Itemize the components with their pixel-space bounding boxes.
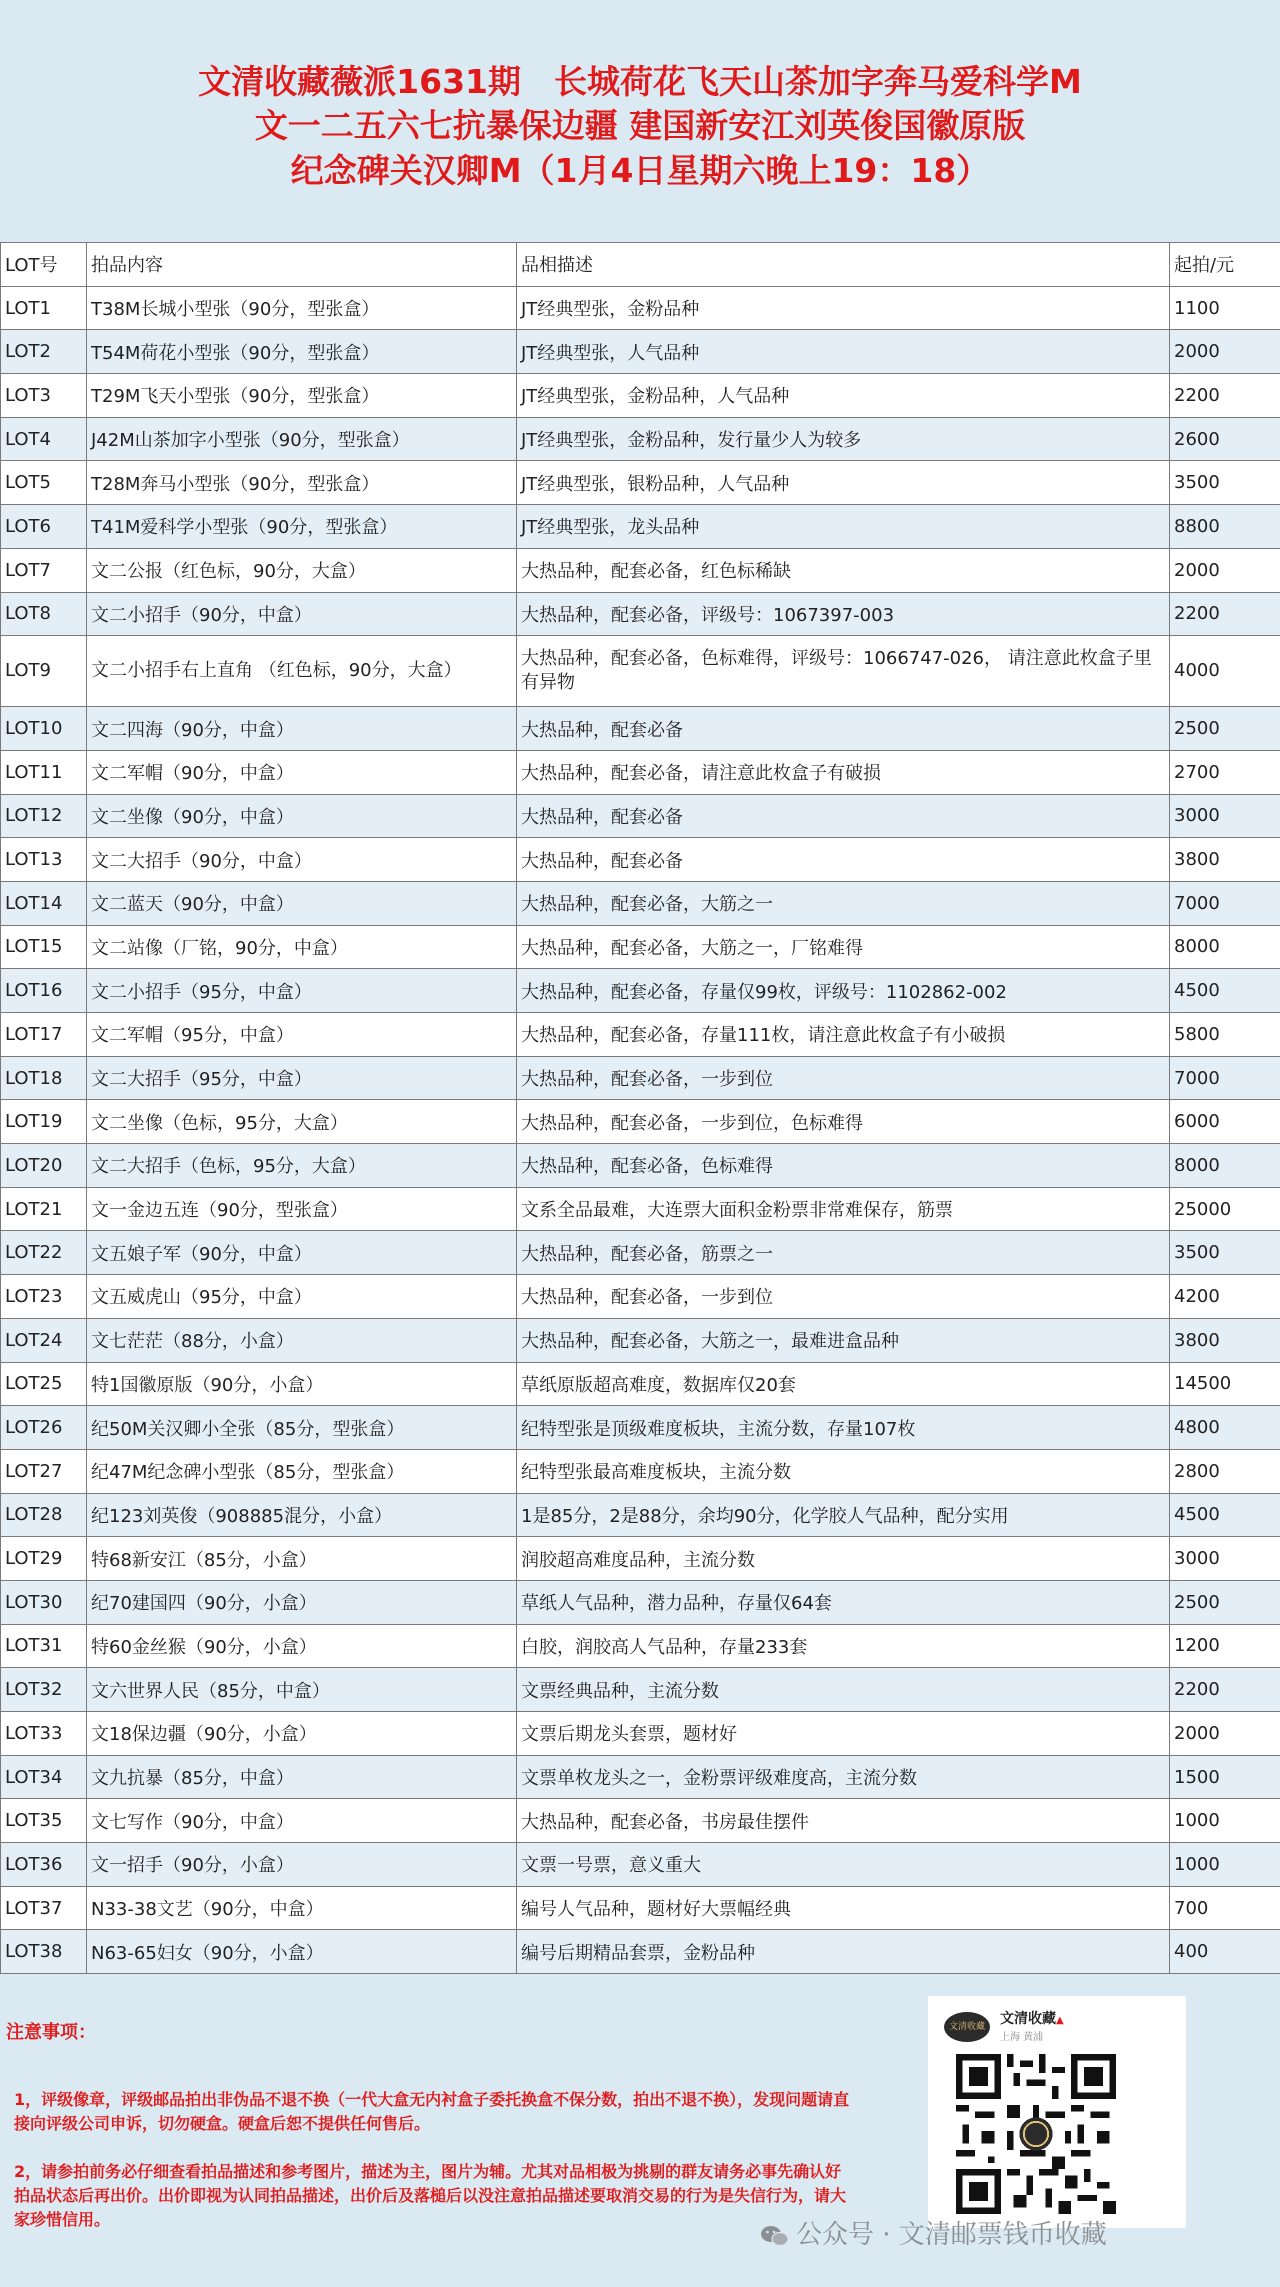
item-content-cell: 纪70建国四（90分，小盒） bbox=[87, 1580, 517, 1624]
start-price-cell: 4000 bbox=[1170, 636, 1280, 707]
table-header-row bbox=[1, 243, 1280, 287]
table-row bbox=[1, 1624, 1280, 1668]
table-row bbox=[1, 1013, 1280, 1057]
item-content-cell: 文二站像（厂铭，90分，中盒） bbox=[87, 925, 517, 969]
start-price-cell: 3500 bbox=[1170, 1231, 1280, 1275]
condition-desc-cell: 编号人气品种，题材好大票幅经典 bbox=[517, 1886, 1170, 1930]
lot-table-body bbox=[1, 286, 1280, 1973]
qr-card[interactable] bbox=[928, 1996, 1186, 2228]
notes-paragraph-2: 2，请参拍前务必仔细查看拍品描述和参考图片，描述为主，图片为辅。尤其对品相极为挑剔的群友请务必事先确认好拍品状态后再出价。出价即视为认同拍品描述，出价后及落槌后以没注意拍品描述要取消交易的行为是失信行为，请大家珍惜信用。 bbox=[14, 2162, 847, 2229]
start-price-cell: 1100 bbox=[1170, 286, 1280, 330]
item-content-cell: T41M爱科学小型张（90分，型张盒） bbox=[87, 505, 517, 549]
location-dot-icon: ▲ bbox=[1056, 2015, 1064, 2026]
start-price-cell: 4500 bbox=[1170, 969, 1280, 1013]
condition-desc-cell: 草纸原版超高难度，数据库仅20套 bbox=[517, 1362, 1170, 1406]
table-row bbox=[1, 1231, 1280, 1275]
start-price-cell: 4200 bbox=[1170, 1275, 1280, 1319]
lot-number-cell: LOT26 bbox=[1, 1406, 87, 1450]
lot-number-cell: LOT7 bbox=[1, 548, 87, 592]
condition-desc-cell: 大热品种，配套必备，存量仅99枚，评级号：1102862-002 bbox=[517, 969, 1170, 1013]
lot-number-cell: LOT16 bbox=[1, 969, 87, 1013]
condition-desc-cell: 大热品种，配套必备，请注意此枚盒子有破损 bbox=[517, 750, 1170, 794]
table-row bbox=[1, 1843, 1280, 1887]
start-price-cell: 400 bbox=[1170, 1930, 1280, 1974]
header-price: 起拍/元 bbox=[1170, 243, 1280, 287]
start-price-cell: 2200 bbox=[1170, 1668, 1280, 1712]
start-price-cell: 3000 bbox=[1170, 1537, 1280, 1581]
table-row bbox=[1, 838, 1280, 882]
condition-desc-cell: JT经典型张，金粉品种，人气品种 bbox=[517, 374, 1170, 418]
lot-number-cell: LOT35 bbox=[1, 1799, 87, 1843]
start-price-cell: 3500 bbox=[1170, 461, 1280, 505]
item-content-cell: 文二小招手（90分，中盒） bbox=[87, 592, 517, 636]
notes-heading: 注意事项： bbox=[6, 2022, 96, 2043]
lot-number-cell: LOT12 bbox=[1, 794, 87, 838]
item-content-cell: 文一招手（90分，小盒） bbox=[87, 1843, 517, 1887]
lot-number-cell: LOT30 bbox=[1, 1580, 87, 1624]
table-row bbox=[1, 881, 1280, 925]
wechat-icon bbox=[760, 2224, 790, 2248]
lot-number-cell: LOT1 bbox=[1, 286, 87, 330]
table-row bbox=[1, 636, 1280, 707]
condition-desc-cell: 大热品种，配套必备 bbox=[517, 838, 1170, 882]
table-row bbox=[1, 1799, 1280, 1843]
lot-number-cell: LOT14 bbox=[1, 881, 87, 925]
lot-number-cell: LOT5 bbox=[1, 461, 87, 505]
start-price-cell: 2200 bbox=[1170, 374, 1280, 418]
table-row bbox=[1, 1449, 1280, 1493]
condition-desc-cell: 大热品种，配套必备，大筋之一 bbox=[517, 881, 1170, 925]
condition-desc-cell: 大热品种，配套必备，色标难得，评级号：1066747-026， 请注意此枚盒子里有异物 bbox=[517, 636, 1170, 707]
start-price-cell: 3000 bbox=[1170, 794, 1280, 838]
lot-number-cell: LOT4 bbox=[1, 417, 87, 461]
item-content-cell: 文二大招手（色标，95分，大盒） bbox=[87, 1144, 517, 1188]
table-row bbox=[1, 1406, 1280, 1450]
start-price-cell: 7000 bbox=[1170, 881, 1280, 925]
item-content-cell: N63-65妇女（90分，小盒） bbox=[87, 1930, 517, 1974]
table-row bbox=[1, 1886, 1280, 1930]
condition-desc-cell: 文票经典品种，主流分数 bbox=[517, 1668, 1170, 1712]
title-banner bbox=[0, 0, 1280, 243]
item-content-cell: 文九抗暴（85分，中盒） bbox=[87, 1755, 517, 1799]
table-row bbox=[1, 969, 1280, 1013]
lot-number-cell: LOT36 bbox=[1, 1843, 87, 1887]
start-price-cell: 2000 bbox=[1170, 1712, 1280, 1756]
header-desc: 品相描述 bbox=[517, 243, 1170, 287]
title-line-1: 文清收藏薇派1631期 长城荷花飞天山茶加字奔马爱科学M bbox=[198, 62, 1082, 101]
title-line-2: 文一二五六七抗暴保边疆 建国新安江刘英俊国徽原版 bbox=[254, 106, 1026, 145]
item-content-cell: 文七茫茫（88分，小盒） bbox=[87, 1318, 517, 1362]
condition-desc-cell: 大热品种，配套必备，一步到位 bbox=[517, 1275, 1170, 1319]
condition-desc-cell: 大热品种，配套必备，大筋之一，厂铭难得 bbox=[517, 925, 1170, 969]
start-price-cell: 2500 bbox=[1170, 707, 1280, 751]
condition-desc-cell: JT经典型张，金粉品种 bbox=[517, 286, 1170, 330]
item-content-cell: 文二大招手（90分，中盒） bbox=[87, 838, 517, 882]
item-content-cell: 特1国徽原版（90分，小盒） bbox=[87, 1362, 517, 1406]
table-row bbox=[1, 794, 1280, 838]
wechat-watermark bbox=[760, 2214, 1107, 2251]
start-price-cell: 3800 bbox=[1170, 838, 1280, 882]
start-price-cell: 2500 bbox=[1170, 1580, 1280, 1624]
lot-number-cell: LOT2 bbox=[1, 330, 87, 374]
account-name-text: 文清收藏 bbox=[1000, 2011, 1056, 2027]
item-content-cell: 文二军帽（95分，中盒） bbox=[87, 1013, 517, 1057]
condition-desc-cell: 大热品种，配套必备，大筋之一，最难进盒品种 bbox=[517, 1318, 1170, 1362]
table-row bbox=[1, 1144, 1280, 1188]
watermark-text: 公众号 · 文清邮票钱币收藏 bbox=[796, 2220, 1107, 2250]
condition-desc-cell: 白胶，润胶高人气品种，存量233套 bbox=[517, 1624, 1170, 1668]
lot-number-cell: LOT31 bbox=[1, 1624, 87, 1668]
start-price-cell: 6000 bbox=[1170, 1100, 1280, 1144]
lot-number-cell: LOT22 bbox=[1, 1231, 87, 1275]
condition-desc-cell: 文票后期龙头套票，题材好 bbox=[517, 1712, 1170, 1756]
brand-logo: 文清收藏 bbox=[944, 2012, 990, 2042]
lot-number-cell: LOT23 bbox=[1, 1275, 87, 1319]
start-price-cell: 1200 bbox=[1170, 1624, 1280, 1668]
table-row bbox=[1, 707, 1280, 751]
table-row bbox=[1, 1580, 1280, 1624]
account-location: 上海 黄浦 bbox=[1000, 2032, 1044, 2043]
item-content-cell: 特68新安江（85分，小盒） bbox=[87, 1537, 517, 1581]
item-content-cell: 文二四海（90分，中盒） bbox=[87, 707, 517, 751]
table-row bbox=[1, 1930, 1280, 1974]
lot-number-cell: LOT29 bbox=[1, 1537, 87, 1581]
lot-number-cell: LOT11 bbox=[1, 750, 87, 794]
start-price-cell: 1500 bbox=[1170, 1755, 1280, 1799]
item-content-cell: T54M荷花小型张（90分，型张盒） bbox=[87, 330, 517, 374]
table-row bbox=[1, 330, 1280, 374]
condition-desc-cell: 大热品种，配套必备，评级号：1067397-003 bbox=[517, 592, 1170, 636]
table-row bbox=[1, 548, 1280, 592]
lot-number-cell: LOT28 bbox=[1, 1493, 87, 1537]
start-price-cell: 4500 bbox=[1170, 1493, 1280, 1537]
qr-code-icon[interactable] bbox=[956, 2054, 1116, 2214]
table-row bbox=[1, 1318, 1280, 1362]
table-row bbox=[1, 925, 1280, 969]
start-price-cell: 14500 bbox=[1170, 1362, 1280, 1406]
start-price-cell: 2200 bbox=[1170, 592, 1280, 636]
start-price-cell: 1000 bbox=[1170, 1843, 1280, 1887]
table-row bbox=[1, 1056, 1280, 1100]
table-row bbox=[1, 750, 1280, 794]
condition-desc-cell: 文票一号票，意义重大 bbox=[517, 1843, 1170, 1887]
lot-number-cell: LOT38 bbox=[1, 1930, 87, 1974]
item-content-cell: T28M奔马小型张（90分，型张盒） bbox=[87, 461, 517, 505]
item-content-cell: 文二小招手右上直角 （红色标，90分，大盒） bbox=[87, 636, 517, 707]
table-row bbox=[1, 1537, 1280, 1581]
table-row bbox=[1, 1187, 1280, 1231]
lot-number-cell: LOT33 bbox=[1, 1712, 87, 1756]
start-price-cell: 1000 bbox=[1170, 1799, 1280, 1843]
item-content-cell: 文七写作（90分，中盒） bbox=[87, 1799, 517, 1843]
condition-desc-cell: 润胶超高难度品种，主流分数 bbox=[517, 1537, 1170, 1581]
item-content-cell: 文二蓝天（90分，中盒） bbox=[87, 881, 517, 925]
lot-number-cell: LOT13 bbox=[1, 838, 87, 882]
lot-number-cell: LOT20 bbox=[1, 1144, 87, 1188]
condition-desc-cell: 大热品种，配套必备，存量111枚，请注意此枚盒子有小破损 bbox=[517, 1013, 1170, 1057]
header-lot: LOT号 bbox=[1, 243, 87, 287]
notes-paragraph-1: 1，评级像章，评级邮品拍出非伪品不退不换（一代大盒无内衬盒子委托换盒不保分数，拍出不退不换），发现问题请直接向评级公司申诉，切勿硬盒。硬盒后恕不提供任何售后。 bbox=[14, 2090, 850, 2133]
item-content-cell: N33-38文艺（90分，中盒） bbox=[87, 1886, 517, 1930]
lot-number-cell: LOT19 bbox=[1, 1100, 87, 1144]
lot-number-cell: LOT24 bbox=[1, 1318, 87, 1362]
condition-desc-cell: 大热品种，配套必备，红色标稀缺 bbox=[517, 548, 1170, 592]
item-content-cell: 文二大招手（95分，中盒） bbox=[87, 1056, 517, 1100]
condition-desc-cell: JT经典型张，金粉品种，发行量少人为较多 bbox=[517, 417, 1170, 461]
lot-number-cell: LOT27 bbox=[1, 1449, 87, 1493]
account-name bbox=[1000, 2008, 1064, 2028]
item-content-cell: 纪47M纪念碑小型张（85分，型张盒） bbox=[87, 1449, 517, 1493]
start-price-cell: 4800 bbox=[1170, 1406, 1280, 1450]
start-price-cell: 2700 bbox=[1170, 750, 1280, 794]
item-content-cell: 文一金边五连（90分，型张盒） bbox=[87, 1187, 517, 1231]
start-price-cell: 5800 bbox=[1170, 1013, 1280, 1057]
condition-desc-cell: 大热品种，配套必备，一步到位 bbox=[517, 1056, 1170, 1100]
lot-table bbox=[0, 242, 1280, 1974]
item-content-cell: T29M飞天小型张（90分，型张盒） bbox=[87, 374, 517, 418]
item-content-cell: 文18保边疆（90分，小盒） bbox=[87, 1712, 517, 1756]
condition-desc-cell: 纪特型张最高难度板块，主流分数 bbox=[517, 1449, 1170, 1493]
lot-number-cell: LOT17 bbox=[1, 1013, 87, 1057]
condition-desc-cell: 纪特型张是顶级难度板块，主流分数，存量107枚 bbox=[517, 1406, 1170, 1450]
item-content-cell: T38M长城小型张（90分，型张盒） bbox=[87, 286, 517, 330]
condition-desc-cell: 编号后期精品套票，金粉品种 bbox=[517, 1930, 1170, 1974]
start-price-cell: 8800 bbox=[1170, 505, 1280, 549]
start-price-cell: 2600 bbox=[1170, 417, 1280, 461]
item-content-cell: 文五娘子军（90分，中盒） bbox=[87, 1231, 517, 1275]
table-row bbox=[1, 505, 1280, 549]
start-price-cell: 2800 bbox=[1170, 1449, 1280, 1493]
lot-number-cell: LOT18 bbox=[1, 1056, 87, 1100]
table-row bbox=[1, 1712, 1280, 1756]
condition-desc-cell: JT经典型张，人气品种 bbox=[517, 330, 1170, 374]
item-content-cell: 文二小招手（95分，中盒） bbox=[87, 969, 517, 1013]
start-price-cell: 700 bbox=[1170, 1886, 1280, 1930]
lot-number-cell: LOT15 bbox=[1, 925, 87, 969]
table-row bbox=[1, 374, 1280, 418]
condition-desc-cell: 1是85分，2是88分，余均90分，化学胶人气品种，配分实用 bbox=[517, 1493, 1170, 1537]
lot-number-cell: LOT21 bbox=[1, 1187, 87, 1231]
title-line-3: 纪念碑关汉卿M（1月4日星期六晚上19：18） bbox=[290, 151, 990, 190]
start-price-cell: 7000 bbox=[1170, 1056, 1280, 1100]
lot-number-cell: LOT34 bbox=[1, 1755, 87, 1799]
item-content-cell: 文六世界人民（85分，中盒） bbox=[87, 1668, 517, 1712]
table-row bbox=[1, 1275, 1280, 1319]
table-row bbox=[1, 1755, 1280, 1799]
condition-desc-cell: 草纸人气品种，潜力品种，存量仅64套 bbox=[517, 1580, 1170, 1624]
lot-number-cell: LOT6 bbox=[1, 505, 87, 549]
header-item: 拍品内容 bbox=[87, 243, 517, 287]
lot-number-cell: LOT32 bbox=[1, 1668, 87, 1712]
condition-desc-cell: 大热品种，配套必备，一步到位，色标难得 bbox=[517, 1100, 1170, 1144]
lot-number-cell: LOT9 bbox=[1, 636, 87, 707]
start-price-cell: 2000 bbox=[1170, 330, 1280, 374]
condition-desc-cell: 大热品种，配套必备，筋票之一 bbox=[517, 1231, 1170, 1275]
item-content-cell: 文二军帽（90分，中盒） bbox=[87, 750, 517, 794]
lot-number-cell: LOT8 bbox=[1, 592, 87, 636]
table-row bbox=[1, 1362, 1280, 1406]
start-price-cell: 25000 bbox=[1170, 1187, 1280, 1231]
lot-number-cell: LOT25 bbox=[1, 1362, 87, 1406]
item-content-cell: 纪123刘英俊（908885混分，小盒） bbox=[87, 1493, 517, 1537]
start-price-cell: 8000 bbox=[1170, 1144, 1280, 1188]
item-content-cell: J42M山茶加字小型张（90分，型张盒） bbox=[87, 417, 517, 461]
condition-desc-cell: 大热品种，配套必备，书房最佳摆件 bbox=[517, 1799, 1170, 1843]
lot-number-cell: LOT10 bbox=[1, 707, 87, 751]
table-row bbox=[1, 286, 1280, 330]
table-row bbox=[1, 1668, 1280, 1712]
start-price-cell: 3800 bbox=[1170, 1318, 1280, 1362]
item-content-cell: 纪50M关汉卿小全张（85分，型张盒） bbox=[87, 1406, 517, 1450]
condition-desc-cell: 文系全品最难，大连票大面积金粉票非常难保存，筋票 bbox=[517, 1187, 1170, 1231]
lot-number-cell: LOT3 bbox=[1, 374, 87, 418]
condition-desc-cell: JT经典型张，龙头品种 bbox=[517, 505, 1170, 549]
item-content-cell: 文五威虎山（95分，中盒） bbox=[87, 1275, 517, 1319]
start-price-cell: 8000 bbox=[1170, 925, 1280, 969]
condition-desc-cell: 大热品种，配套必备，色标难得 bbox=[517, 1144, 1170, 1188]
table-row bbox=[1, 1493, 1280, 1537]
condition-desc-cell: JT经典型张，银粉品种，人气品种 bbox=[517, 461, 1170, 505]
item-content-cell: 特60金丝猴（90分，小盒） bbox=[87, 1624, 517, 1668]
item-content-cell: 文二公报（红色标，90分，大盒） bbox=[87, 548, 517, 592]
lot-number-cell: LOT37 bbox=[1, 1886, 87, 1930]
table-row bbox=[1, 1100, 1280, 1144]
table-row bbox=[1, 417, 1280, 461]
condition-desc-cell: 大热品种，配套必备 bbox=[517, 794, 1170, 838]
item-content-cell: 文二坐像（90分，中盒） bbox=[87, 794, 517, 838]
item-content-cell: 文二坐像（色标，95分，大盒） bbox=[87, 1100, 517, 1144]
condition-desc-cell: 文票单枚龙头之一，金粉票评级难度高，主流分数 bbox=[517, 1755, 1170, 1799]
table-row bbox=[1, 461, 1280, 505]
start-price-cell: 2000 bbox=[1170, 548, 1280, 592]
table-row bbox=[1, 592, 1280, 636]
condition-desc-cell: 大热品种，配套必备 bbox=[517, 707, 1170, 751]
